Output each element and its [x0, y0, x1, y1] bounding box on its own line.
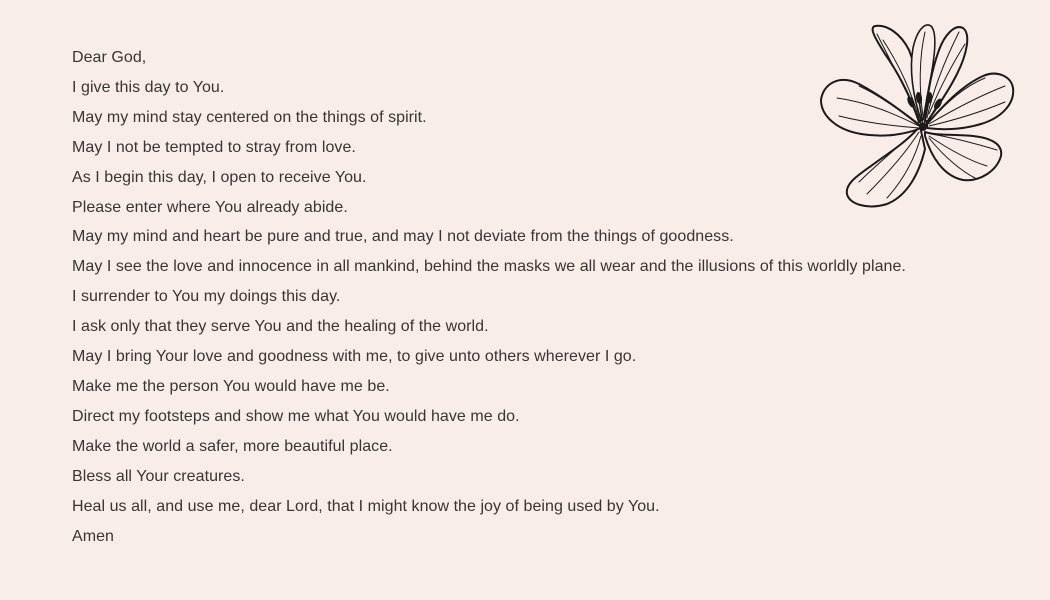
prayer-line: As I begin this day, I open to receive You.: [72, 168, 367, 186]
prayer-text: [72, 43, 906, 551]
prayer-line: Please enter where You already abide.: [72, 198, 348, 216]
closing-line: Amen: [72, 527, 114, 545]
petal-bottom-right: [925, 132, 1001, 180]
prayer-line: May I bring Your love and goodness with me, to give unto others wherever I go.: [72, 348, 637, 366]
prayer-line: Make the world a safer, more beautiful place.: [72, 437, 393, 455]
salutation-line: Dear God,: [72, 49, 147, 66]
prayer-line: Heal us all, and use me, dear Lord, that I might know the joy of being used by You.: [72, 497, 660, 515]
prayer-line: Bless all Your creatures.: [72, 467, 245, 485]
prayer-line: I surrender to You my doings this day.: [72, 288, 341, 306]
prayer-line: Make me the person You would have me be.: [72, 377, 390, 395]
prayer-line: Direct my footsteps and show me what You would have me do.: [72, 407, 520, 425]
prayer-line: I give this day to You.: [72, 78, 225, 96]
prayer-line: May I see the love and innocence in all mankind, behind the masks we all wear and the illusions of this worldly plane.: [72, 258, 906, 276]
prayer-line: May my mind stay centered on the things of spirit.: [72, 108, 427, 126]
prayer-line: May my mind and heart be pure and true, and may I not deviate from the things of goodness.: [72, 228, 734, 246]
prayer-line: May I not be tempted to stray from love.: [72, 138, 356, 156]
prayer-line: I ask only that they serve You and the healing of the world.: [72, 318, 489, 336]
